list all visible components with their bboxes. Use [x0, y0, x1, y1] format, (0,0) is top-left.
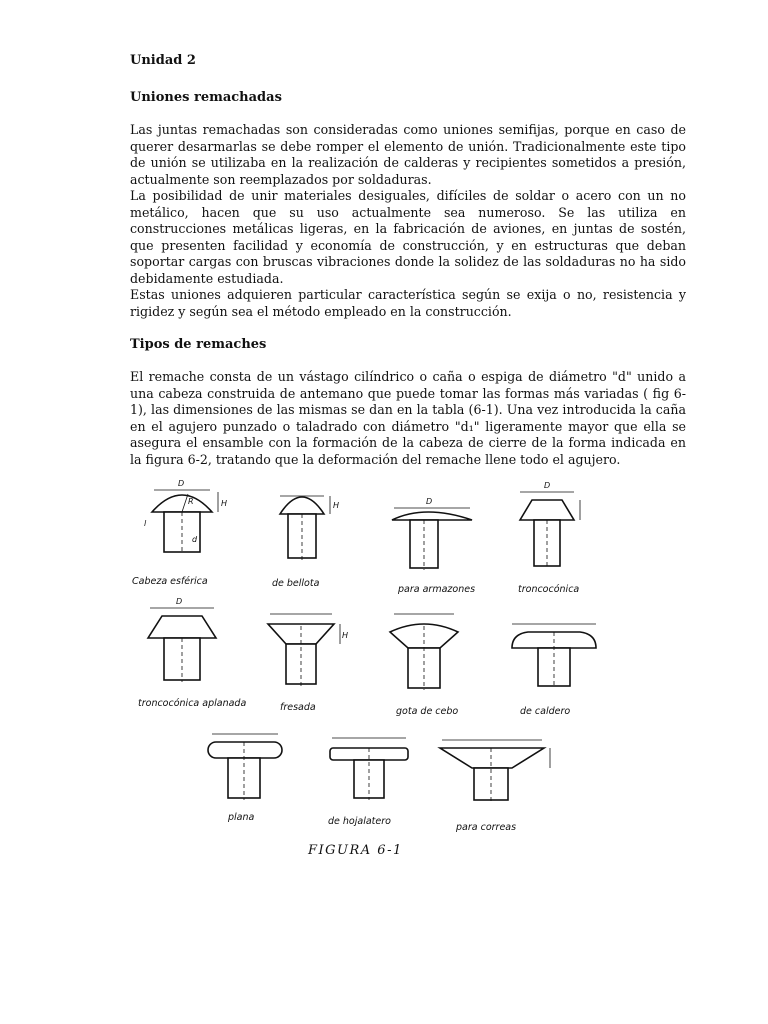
dim-label-R: R — [188, 497, 194, 506]
rivet-label: de caldero — [520, 706, 571, 717]
rivet-label: troncocónica — [518, 584, 580, 595]
rivet-label: troncocónica aplanada — [138, 698, 247, 709]
dim-label-H: H — [221, 499, 228, 508]
paragraph: El remache consta de un vástago cilíndrico o caña o espiga de diámetro "d" unido a una cabeza construida de antemano que puede tomar las formas más variadas ( fig 6-1), las dimensiones de las mismas se dan en la tabla (6-1). Una vez introducida la caña en el agujero punzado o taladrado con diámetro "d₁" ligeramente mayor que ella se asegura el ensamble con la formación de la cabeza de cierre de la forma indicada en la figura 6-2, tratando que la deformación del remache llene todo el agujero. — [130, 369, 686, 467]
rivet-de-bellota — [272, 496, 339, 589]
rivet-label: fresada — [280, 702, 316, 713]
rivet-de-caldero — [512, 624, 596, 717]
rivet-troncoconica — [518, 481, 580, 595]
rivet-label: de bellota — [272, 578, 320, 589]
rivet-para-correas — [440, 740, 550, 833]
rivet-gota-de-cebo — [390, 614, 458, 717]
paragraph: Estas uniones adquieren particular característica según se exija o no, resistencia y rigidez y según sea el método empleado en la construcción. — [130, 287, 686, 319]
dim-label-d: d — [192, 535, 198, 544]
rivet-label: para correas — [456, 822, 517, 833]
figure-rivet-types — [120, 476, 620, 861]
rivet-cabeza-esferica — [132, 479, 227, 587]
section-title-tipos: Tipos de remaches — [130, 337, 267, 352]
rivet-label: de hojalatero — [328, 816, 391, 827]
rivet-label: para armazones — [398, 584, 476, 595]
rivet-para-armazones — [392, 497, 475, 595]
dim-label-D: D — [178, 479, 185, 488]
rivet-fresada — [268, 614, 348, 713]
dim-label-H: H — [333, 501, 340, 510]
dim-label-l: l — [144, 519, 147, 528]
paragraph: La posibilidad de unir materiales desiguales, difíciles de soldar o acero con un no metálico, hacen que su uso actualmente sea numeroso. Se las utiliza en construcciones metálicas ligeras, en la fabricación de aviones, en juntas de sostén, que presenten facilidad y economía de construcción, y en estructuras que deban soportar cargas con bruscas vibraciones donde la solidez de las soldaduras no ha sido debidamente estudiada. — [130, 188, 686, 286]
rivet-plana — [208, 734, 282, 823]
document-page — [130, 52, 686, 468]
dim-label-D: D — [426, 497, 433, 506]
figure-caption: FIGURA 6-1 — [308, 843, 403, 858]
dim-label-H: H — [342, 631, 349, 640]
rivet-label: Cabeza esférica — [132, 576, 208, 587]
dim-label-D: D — [176, 597, 183, 606]
rivet-de-hojalatero — [328, 738, 408, 827]
section-title-uniones: Uniones remachadas — [130, 90, 282, 105]
unit-title: Unidad 2 — [130, 53, 196, 68]
rivet-label: gota de cebo — [396, 706, 459, 717]
rivet-troncoconica-aplanada — [138, 597, 246, 709]
paragraph: Las juntas remachadas son consideradas como uniones semifijas, porque en caso de querer desarmarlas se debe romper el elemento de unión. Tradicionalmente este tipo de unión se utilizaba en la realización de calderas y recipientes sometidos a presión, actualmente son reemplazados por soldaduras. — [130, 122, 686, 187]
rivet-label: plana — [228, 812, 255, 823]
dim-label-D: D — [544, 481, 551, 490]
